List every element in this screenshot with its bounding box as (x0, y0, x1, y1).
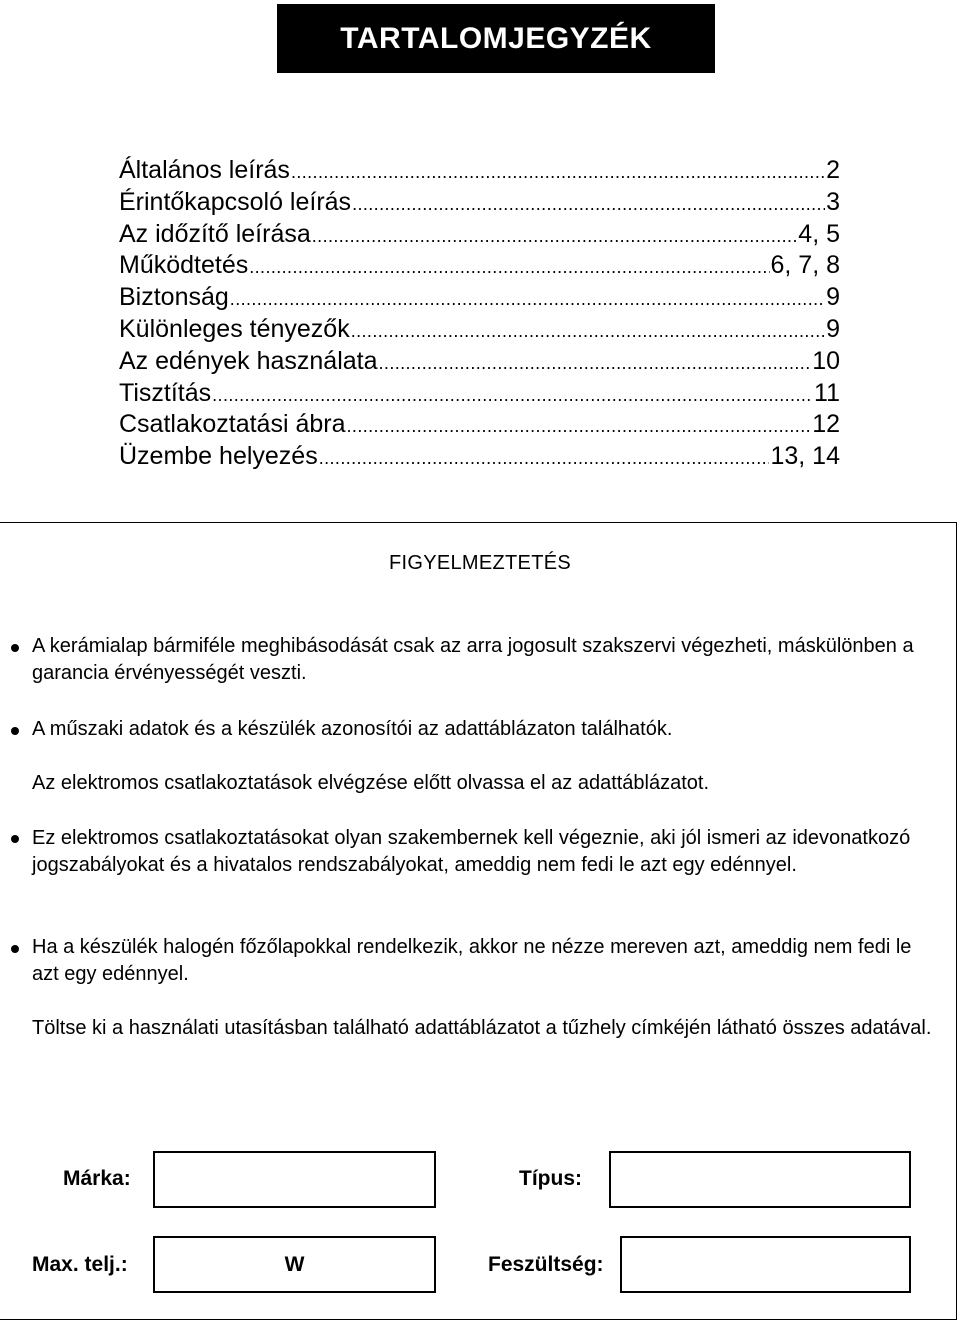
warning-title: FIGYELMEZTETÉS (388, 552, 571, 574)
toc-page: 9 (826, 283, 840, 312)
toc-page: 13, 14 (770, 442, 840, 471)
toc-entry (119, 155, 840, 187)
toc-entry (119, 250, 840, 282)
toc-entry (119, 409, 840, 441)
warning-paragraph: Az elektromos csatlakoztatások elvégzése előtt olvassa el az adattáblázatot. (32, 772, 710, 794)
toc-label: Érintőkapcsoló leírás (119, 187, 352, 216)
brand-field[interactable] (153, 1151, 436, 1208)
type-field[interactable] (609, 1151, 911, 1208)
toc-entry (119, 346, 840, 378)
power-field[interactable] (153, 1236, 436, 1293)
toc-entry (119, 282, 840, 314)
toc-entry (119, 187, 840, 219)
power-unit: W (284, 1252, 305, 1276)
toc-label: Üzembe helyezés (119, 442, 318, 471)
bullet-icon (11, 644, 19, 652)
toc-label: Biztonság (119, 283, 229, 312)
toc-entry (119, 219, 840, 251)
bullet-icon (11, 945, 19, 953)
toc-entry (119, 378, 840, 410)
toc-label: Csatlakoztatási ábra (119, 410, 346, 439)
toc-page: 3 (826, 187, 840, 216)
type-label: Típus: (519, 1167, 582, 1190)
toc-page: 6, 7, 8 (770, 251, 840, 280)
bullet-icon (11, 835, 19, 843)
warning-paragraph: Töltse ki a használati utasításban található adattáblázatot a tűzhely címkéjén látható összes adatával. (32, 1017, 932, 1039)
toc-label: Általános leírás (119, 156, 290, 184)
brand-label: Márka: (63, 1167, 131, 1190)
toc-entry (119, 441, 840, 473)
warning-paragraph: A kerámialap bármiféle meghibásodását csak az arra jogosult szakszervi végezheti, máskülönben a garancia érvényességét veszti. (32, 635, 914, 684)
toc-page: 9 (826, 314, 840, 343)
toc-page: 10 (812, 346, 840, 375)
voltage-field[interactable] (620, 1236, 911, 1293)
toc-page: 4, 5 (798, 219, 840, 248)
table-of-contents (119, 155, 840, 473)
warning-paragraph: A műszaki adatok és a készülék azonosítói az adattáblázaton találhatók. (32, 718, 673, 740)
toc-label: Különleges tényezők (119, 314, 350, 343)
toc-page: 12 (812, 410, 840, 439)
voltage-label: Feszültség: (488, 1253, 604, 1276)
toc-label: Az időzítő leírása (119, 219, 311, 248)
page-title: TARTALOMJEGYZÉK (277, 4, 715, 73)
bullet-icon (11, 727, 19, 735)
toc-label: Működtetés (119, 251, 249, 280)
toc-label: Tisztítás (119, 378, 212, 407)
power-label: Max. telj.: (32, 1253, 128, 1276)
toc-label: Az edények használata (119, 346, 378, 375)
warning-paragraph: Ez elektromos csatlakoztatásokat olyan szakembernek kell végeznie, aki jól ismeri az idevonatkozó jogszabályokat és a hivatalos rendszabályokat, ameddig nem fedi le azt egy edénnyel. (32, 827, 911, 876)
warning-paragraph: Ha a készülék halogén főzőlapokkal rendelkezik, akkor ne nézze mereven azt, ameddig nem fedi le azt egy edénnyel. (32, 936, 912, 985)
toc-entry (119, 314, 840, 346)
toc-page: 2 (826, 156, 840, 184)
toc-page: 11 (814, 378, 840, 407)
